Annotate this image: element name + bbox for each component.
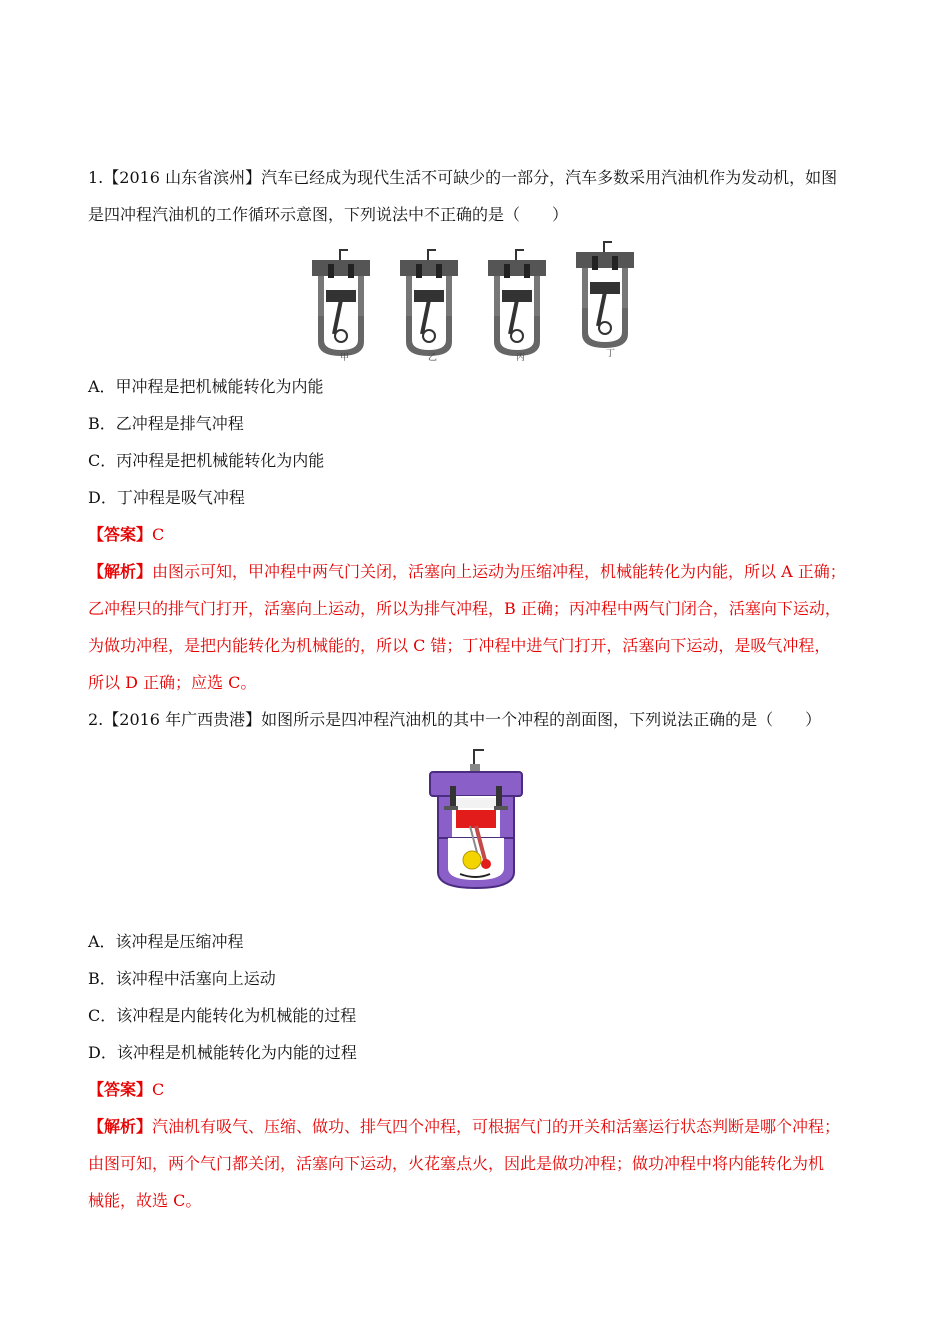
q1-answer-line: [88, 525, 878, 545]
q1-answer-tag: 【答案】: [88, 525, 153, 544]
q1-option-a: A．甲冲程是把机械能转化为内能: [88, 377, 324, 396]
q2-answer-line: [88, 1080, 878, 1100]
q2-option-b: B．该冲程中活塞向上运动: [88, 969, 276, 988]
q2-analysis-line3: 械能，故选 C。: [88, 1191, 202, 1210]
engine-stroke-bing: [488, 250, 546, 356]
q1-option-b: B．乙冲程是排气冲程: [88, 414, 244, 433]
q1-analysis-line3: 为做功冲程，是把内能转化为机械能的，所以 C 错；丁冲程中进气门打开，活塞向下运动，是吸气冲程，: [88, 636, 831, 655]
q2-analysis-line1: [88, 1117, 878, 1137]
caption-jia: 甲: [340, 353, 350, 363]
q1-stem-line2: 是四冲程汽油机的工作循环示意图，下列说法中不正确的是（ ）: [88, 205, 569, 224]
q2-option-a: A．该冲程是压缩冲程: [88, 932, 244, 951]
caption-ding: 丁: [606, 349, 616, 359]
q2-stem-line1: 2.【2016 年广西贵港】如图所示是四冲程汽油机的其中一个冲程的剖面图，下列说法正确的是（ ）: [88, 710, 822, 729]
q2-option-d: D．该冲程是机械能转化为内能的过程: [88, 1043, 357, 1062]
q1-analysis-line4: 所以 D 正确；应选 C。: [88, 673, 257, 692]
q1-analysis-line1: [88, 562, 878, 582]
q1-analysis-line2: 乙冲程只的排气门打开，活塞向上运动，所以为排气冲程，B 正确；丙冲程中两气门闭合，活塞向下运动，: [88, 599, 841, 618]
q2-option-c: C．该冲程是内能转化为机械能的过程: [88, 1006, 357, 1025]
engine-strokes-figure: [310, 236, 650, 364]
engine-stroke-yi: [400, 250, 458, 356]
q2-analysis-tag: 【解析】: [88, 1117, 153, 1136]
engine-stroke-jia: [312, 250, 370, 356]
q2-answer: C: [152, 1080, 165, 1099]
q2-analysis-line2: 由图可知，两个气门都关闭，活塞向下运动，火花塞点火，因此是做功冲程；做功冲程中将内能转化为机: [88, 1154, 825, 1173]
caption-yi: 乙: [428, 353, 438, 363]
q1-analysis-tag: 【解析】: [88, 562, 153, 581]
engine-stroke-ding: [576, 242, 634, 348]
caption-bing: 丙: [516, 353, 526, 363]
q1-analysis-text1: 由图示可知，甲冲程中两气门关闭，活塞向上运动为压缩冲程，机械能转化为内能，所以 A 正确；: [152, 562, 846, 581]
q2-analysis-text1: 汽油机有吸气、压缩、做功、排气四个冲程，可根据气门的开关和活塞运行状态判断是哪个冲程；: [152, 1117, 841, 1136]
q2-answer-tag: 【答案】: [88, 1080, 153, 1099]
q1-stem-line1: 1.【2016 山东省滨州】汽车已经成为现代生活不可缺少的一部分，汽车多数采用汽油机作为发动机，如图: [88, 168, 838, 187]
q1-answer: C: [152, 525, 165, 544]
q1-option-c: C．丙冲程是把机械能转化为内能: [88, 451, 325, 470]
q1-option-d: D．丁冲程是吸气冲程: [88, 488, 245, 507]
engine-cross-section-figure: [426, 746, 526, 894]
